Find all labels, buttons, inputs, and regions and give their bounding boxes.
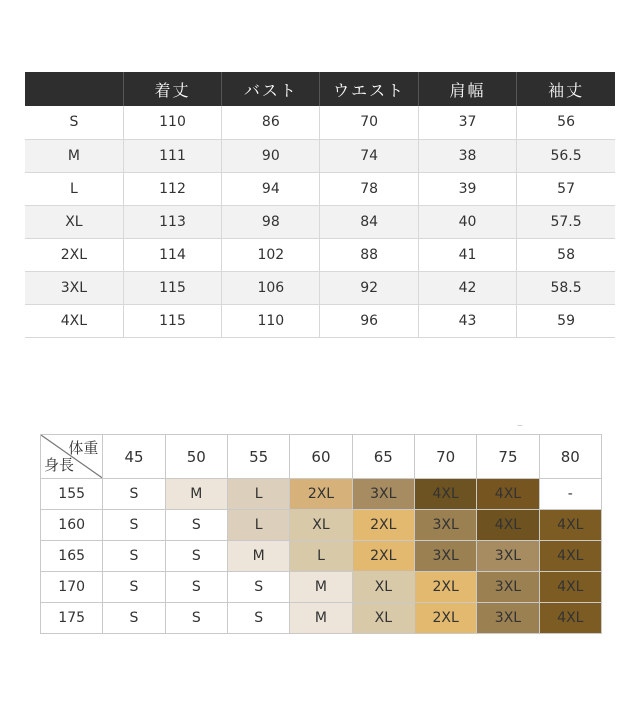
recommended-size-cell: 3XL bbox=[477, 541, 539, 572]
size-table-row bbox=[25, 304, 615, 337]
recommended-size-cell: L bbox=[227, 479, 289, 510]
recommended-size-cell: S bbox=[165, 510, 227, 541]
measurement-cell: 110 bbox=[222, 304, 320, 337]
measurement-cell: 84 bbox=[320, 205, 418, 238]
size-table-row bbox=[25, 139, 615, 172]
recommended-size-cell: 2XL bbox=[414, 603, 476, 634]
recommended-size-cell: 2XL bbox=[352, 510, 414, 541]
weight-header-row bbox=[41, 435, 602, 479]
measurement-cell: 114 bbox=[123, 238, 221, 271]
size-label-cell: L bbox=[25, 172, 123, 205]
size-table-header-bust: バスト bbox=[222, 72, 320, 106]
corner-height-label: 身長 bbox=[44, 456, 75, 474]
recommended-size-cell: 4XL bbox=[539, 541, 601, 572]
size-table-body bbox=[25, 106, 615, 337]
recommended-size-cell: M bbox=[290, 572, 352, 603]
measurement-cell: 57.5 bbox=[517, 205, 615, 238]
recommended-size-cell: S bbox=[103, 541, 165, 572]
measurement-cell: 40 bbox=[418, 205, 516, 238]
recommended-size-cell: XL bbox=[352, 603, 414, 634]
size-table-header-row bbox=[25, 72, 615, 106]
recommended-size-cell: S bbox=[165, 541, 227, 572]
measurement-cell: 38 bbox=[418, 139, 516, 172]
recommended-size-cell: M bbox=[165, 479, 227, 510]
measurement-cell: 58 bbox=[517, 238, 615, 271]
size-label-cell: 4XL bbox=[25, 304, 123, 337]
measurement-cell: 78 bbox=[320, 172, 418, 205]
measurement-cell: 110 bbox=[123, 106, 221, 139]
recommended-size-cell: 4XL bbox=[414, 479, 476, 510]
size-label-cell: 3XL bbox=[25, 271, 123, 304]
measurement-cell: 57 bbox=[517, 172, 615, 205]
recommended-size-cell: 4XL bbox=[539, 510, 601, 541]
height-row bbox=[41, 479, 602, 510]
height-label-cell: 160 bbox=[41, 510, 103, 541]
height-row bbox=[41, 541, 602, 572]
weight-header-45: 45 bbox=[103, 435, 165, 479]
weight-header-70: 70 bbox=[414, 435, 476, 479]
recommended-size-cell: S bbox=[165, 572, 227, 603]
measurement-cell: 86 bbox=[222, 106, 320, 139]
size-label-cell: S bbox=[25, 106, 123, 139]
recommended-size-cell: S bbox=[103, 479, 165, 510]
measurement-cell: 92 bbox=[320, 271, 418, 304]
weight-header-75: 75 bbox=[477, 435, 539, 479]
size-table-header-sleeve: 袖丈 bbox=[517, 72, 615, 106]
measurement-cell: 90 bbox=[222, 139, 320, 172]
recommended-size-cell: 4XL bbox=[477, 510, 539, 541]
size-table-header-shoulder: 肩幅 bbox=[418, 72, 516, 106]
measurement-cell: 106 bbox=[222, 271, 320, 304]
size-label-cell: 2XL bbox=[25, 238, 123, 271]
measurement-cell: 111 bbox=[123, 139, 221, 172]
recommended-size-cell: S bbox=[103, 603, 165, 634]
weight-height-size-chart bbox=[40, 434, 602, 634]
measurement-cell: 56.5 bbox=[517, 139, 615, 172]
measurement-cell: 115 bbox=[123, 304, 221, 337]
height-label-cell: 175 bbox=[41, 603, 103, 634]
measurement-cell: 39 bbox=[418, 172, 516, 205]
measurement-cell: 113 bbox=[123, 205, 221, 238]
recommended-size-cell: 4XL bbox=[539, 603, 601, 634]
recommended-size-cell: M bbox=[227, 541, 289, 572]
weight-header-80: 80 bbox=[539, 435, 601, 479]
size-table-header-size bbox=[25, 72, 123, 106]
height-row bbox=[41, 572, 602, 603]
measurement-cell: 59 bbox=[517, 304, 615, 337]
recommended-size-cell: XL bbox=[352, 572, 414, 603]
recommended-size-cell: M bbox=[290, 603, 352, 634]
measurement-cell: 42 bbox=[418, 271, 516, 304]
height-label-cell: 165 bbox=[41, 541, 103, 572]
corner-weight-label: 体重 bbox=[68, 439, 99, 457]
recommended-size-cell: 3XL bbox=[352, 479, 414, 510]
recommended-size-cell: 2XL bbox=[414, 572, 476, 603]
recommended-size-cell: 3XL bbox=[477, 603, 539, 634]
recommended-size-cell: S bbox=[165, 603, 227, 634]
size-table-row bbox=[25, 106, 615, 139]
weight-header-50: 50 bbox=[165, 435, 227, 479]
weight-header-55: 55 bbox=[227, 435, 289, 479]
recommended-size-cell: XL bbox=[290, 510, 352, 541]
recommended-size-cell: 3XL bbox=[477, 572, 539, 603]
size-table-header-waist: ウエスト bbox=[320, 72, 418, 106]
decorative-mark: ⌣ bbox=[517, 421, 523, 431]
measurement-cell: 56 bbox=[517, 106, 615, 139]
size-label-cell: M bbox=[25, 139, 123, 172]
height-label-cell: 170 bbox=[41, 572, 103, 603]
height-row bbox=[41, 603, 602, 634]
size-label-cell: XL bbox=[25, 205, 123, 238]
measurement-cell: 96 bbox=[320, 304, 418, 337]
weight-header-65: 65 bbox=[352, 435, 414, 479]
recommended-size-cell: L bbox=[290, 541, 352, 572]
recommended-size-cell: 2XL bbox=[352, 541, 414, 572]
weight-height-body bbox=[41, 479, 602, 634]
recommended-size-cell: L bbox=[227, 510, 289, 541]
size-table-row bbox=[25, 172, 615, 205]
recommended-size-cell: - bbox=[539, 479, 601, 510]
size-table-row bbox=[25, 205, 615, 238]
recommended-size-cell: 2XL bbox=[290, 479, 352, 510]
recommended-size-cell: S bbox=[227, 603, 289, 634]
recommended-size-cell: 4XL bbox=[539, 572, 601, 603]
measurement-cell: 70 bbox=[320, 106, 418, 139]
corner-header-cell bbox=[41, 435, 103, 479]
size-table-row bbox=[25, 271, 615, 304]
size-measurement-table bbox=[25, 72, 615, 338]
recommended-size-cell: S bbox=[103, 572, 165, 603]
recommended-size-cell: 4XL bbox=[477, 479, 539, 510]
measurement-cell: 102 bbox=[222, 238, 320, 271]
height-label-cell: 155 bbox=[41, 479, 103, 510]
measurement-cell: 41 bbox=[418, 238, 516, 271]
measurement-cell: 115 bbox=[123, 271, 221, 304]
recommended-size-cell: 3XL bbox=[414, 510, 476, 541]
measurement-cell: 37 bbox=[418, 106, 516, 139]
measurement-cell: 94 bbox=[222, 172, 320, 205]
measurement-cell: 112 bbox=[123, 172, 221, 205]
measurement-cell: 74 bbox=[320, 139, 418, 172]
recommended-size-cell: 3XL bbox=[414, 541, 476, 572]
measurement-cell: 58.5 bbox=[517, 271, 615, 304]
size-table-row bbox=[25, 238, 615, 271]
measurement-cell: 88 bbox=[320, 238, 418, 271]
height-row bbox=[41, 510, 602, 541]
measurement-cell: 98 bbox=[222, 205, 320, 238]
recommended-size-cell: S bbox=[103, 510, 165, 541]
size-table-header-length: 着丈 bbox=[123, 72, 221, 106]
recommended-size-cell: S bbox=[227, 572, 289, 603]
measurement-cell: 43 bbox=[418, 304, 516, 337]
weight-header-60: 60 bbox=[290, 435, 352, 479]
